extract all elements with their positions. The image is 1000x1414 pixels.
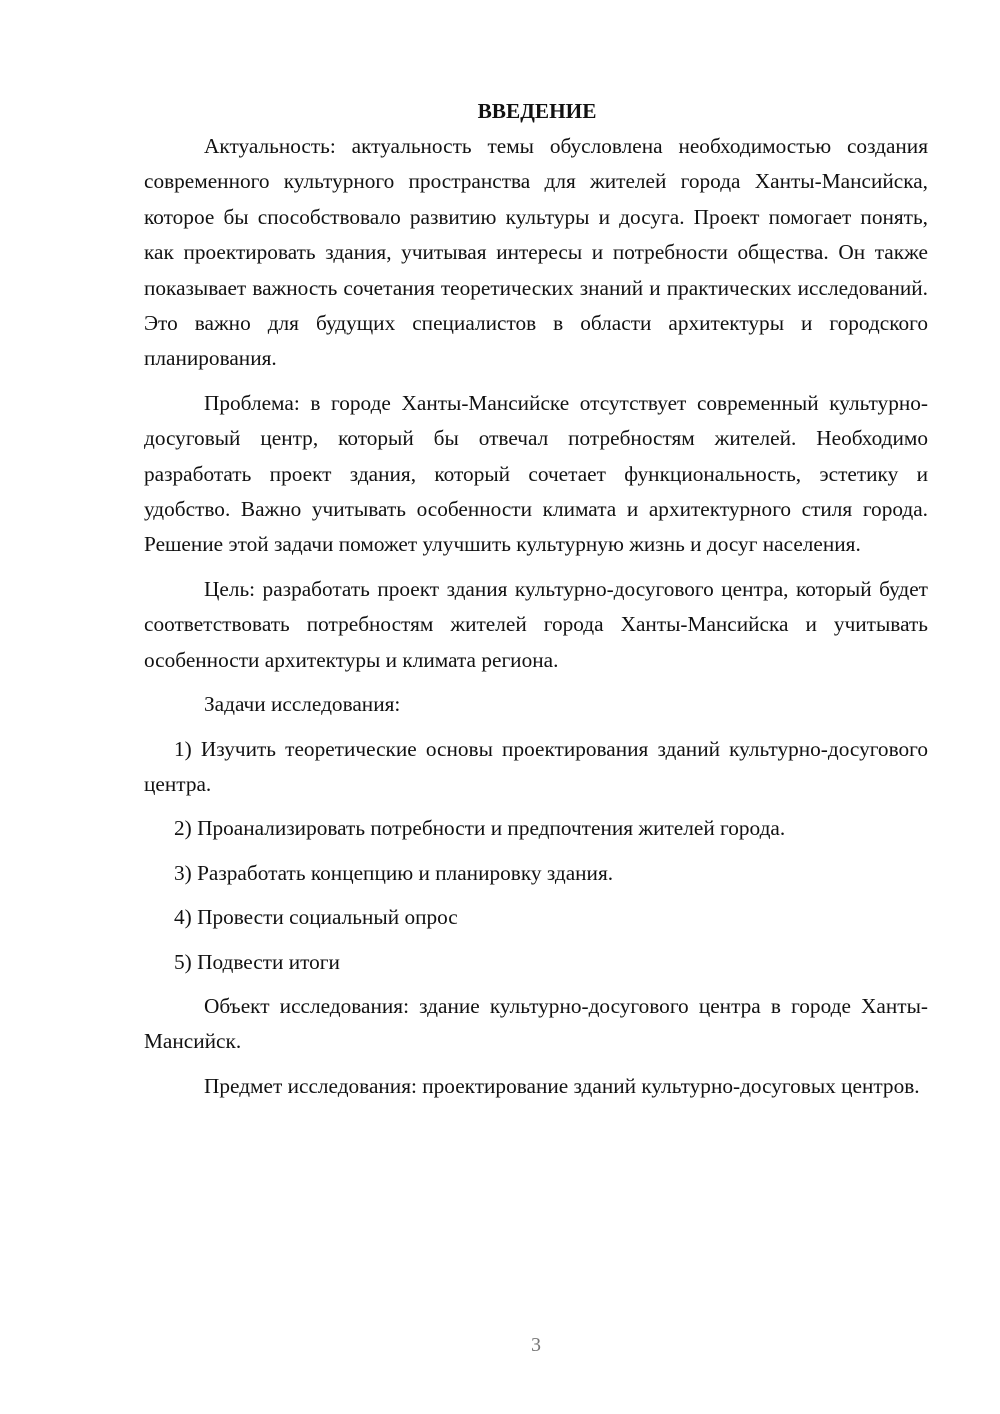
problem-paragraph: Проблема: в городе Ханты-Мансийске отсутствует современный культурно-досуговый центр, который бы отвечал потребностям жителей. Необходимо разработать проект здания, который сочетает функциональность, эстетику и удобство. Важно учитывать особенности климата и архитектурного стиля города. Решение этой задачи поможет улучшить культурную жизнь и досуг населения. [144,390,928,557]
tasks-title: Задачи исследования: [204,692,401,717]
task-item-4: 4) Провести социальный опрос [174,905,458,930]
task-item-3: 3) Разработать концепцию и планировку здания. [174,860,614,885]
task-item-5: 5) Подвести итоги [174,949,340,974]
object-paragraph: Объект исследования: здание культурно-досугового центра в городе Ханты-Мансийск. [144,993,928,1054]
task-item-2: 2) Проанализировать потребности и предпочтения жителей города. [174,816,786,841]
document-page [144,94,928,1113]
section-heading: ВВЕДЕНИЕ [477,99,597,123]
subject-paragraph: Предмет исследования: проектирование зданий культурно-досуговых центров. [204,1073,920,1098]
task-item-1: 1) Изучить теоретические основы проектирования зданий культурно-досугового центра. [144,736,928,796]
page-number: 3 [531,1334,541,1356]
goal-paragraph: Цель: разработать проект здания культурно-досугового центра, который будет соответствовать потребностям жителей города Ханты-Мансийска и учитывать особенности архитектуры и климата региона. [144,576,928,672]
relevance-paragraph: Актуальность: актуальность темы обусловлена необходимостью создания современного культурного пространства для жителей города Ханты-Мансийска, которое бы способствовало развитию культуры и досуга. Проект помогает понять, как проектировать здания, учитывая интересы и потребности общества. Он также показывает важность сочетания теоретических знаний и практических исследований. Это важно для будущих специалистов в области архитектуры и городского планирования. [144,134,928,371]
